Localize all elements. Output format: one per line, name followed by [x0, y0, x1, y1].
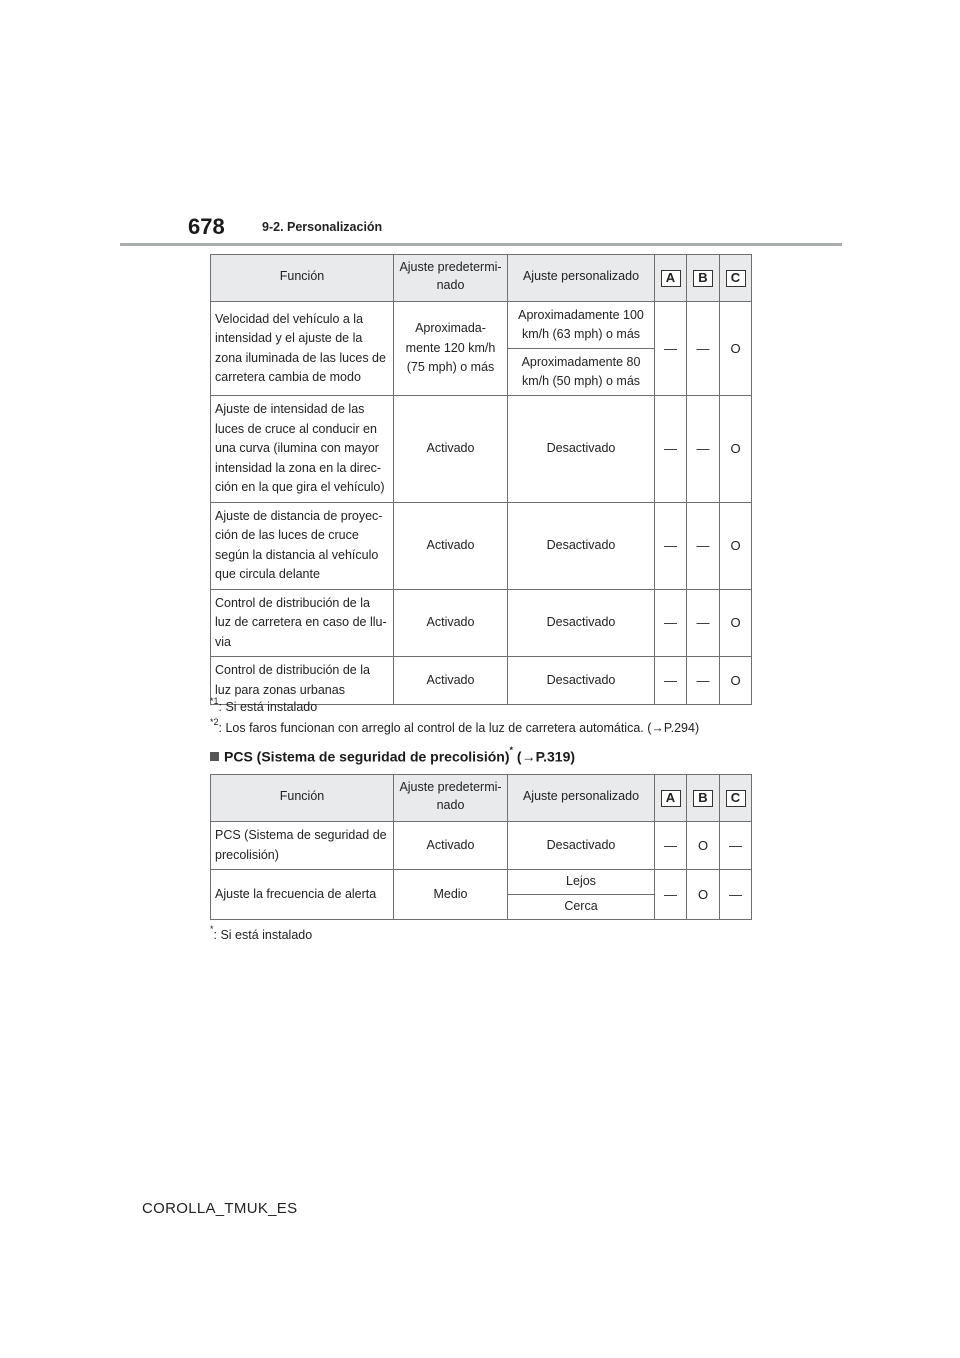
row-mark-a: —: [655, 589, 687, 657]
row-mark-c: —: [720, 822, 752, 870]
row-mark-a: —: [655, 822, 687, 870]
header-function: Función: [211, 255, 394, 302]
row-mark-b: —: [687, 302, 720, 396]
row-mark-c: O: [720, 396, 752, 503]
footnote-text: : Si está instalado: [218, 700, 318, 715]
header-col-b: [687, 775, 720, 822]
footnote-mark: *1: [210, 696, 219, 706]
table-row: [211, 822, 752, 870]
row-default: Aproximada- mente 120 km/h (75 mph) o más: [394, 302, 508, 396]
row-custom-option: Lejos: [508, 870, 655, 895]
header-default: Ajuste predetermi- nado: [394, 775, 508, 822]
row-mark-b: —: [687, 396, 720, 503]
row-mark-b: —: [687, 589, 720, 657]
row-function: Velocidad del vehículo a la intensidad y el ajuste de la zona iluminada de las luces de carretera cambia de modo: [211, 302, 394, 396]
settings-table-pcs: [210, 774, 752, 920]
row-default: Activado: [394, 396, 508, 503]
letter-b-badge: B: [693, 790, 713, 807]
table-row: [211, 396, 752, 503]
row-mark-c: —: [720, 870, 752, 920]
row-mark-a: —: [655, 396, 687, 503]
row-function: Control de distribución de la luz de carretera en caso de llu- via: [211, 589, 394, 657]
letter-c-badge: C: [726, 790, 746, 807]
row-function: Ajuste la frecuencia de alerta: [211, 870, 394, 920]
row-custom-option: Aproximadamente 80 km/h (50 mph) o más: [508, 349, 655, 396]
page-number: 678: [188, 214, 225, 239]
table-row: [211, 870, 752, 895]
row-custom-option: Aproximadamente 100 km/h (63 mph) o más: [508, 302, 655, 349]
row-mark-b: O: [687, 870, 720, 920]
row-mark-b: O: [687, 822, 720, 870]
row-mark-a: —: [655, 657, 687, 705]
row-function: Control de distribución de la luz para zonas urbanas: [211, 657, 394, 705]
row-mark-c: O: [720, 589, 752, 657]
square-bullet-icon: [210, 752, 219, 761]
table-row: [211, 502, 752, 589]
table-row: [211, 589, 752, 657]
letter-a-badge: A: [661, 790, 681, 807]
header-col-c: [720, 255, 752, 302]
pcs-title: PCS (Sistema de seguridad de precolisión): [224, 748, 510, 765]
footnote-text: : Si está instalado: [213, 928, 313, 943]
row-default: Activado: [394, 502, 508, 589]
row-default: Activado: [394, 822, 508, 870]
row-mark-c: O: [720, 302, 752, 396]
footnote-pcs: [210, 926, 312, 942]
footnote-text: : Los faros funcionan con arreglo al control de la luz de carretera automática. (→P.294): [218, 721, 700, 736]
row-function: Ajuste de intensidad de las luces de cruce al conducir en una curva (ilumina con mayor intensidad la zona en la direc- ción en la que gira el vehículo): [211, 396, 394, 503]
header-col-a: [655, 255, 687, 302]
row-function: Ajuste de distancia de proyec- ción de las luces de cruce según la distancia al vehículo que circula delante: [211, 502, 394, 589]
row-mark-b: —: [687, 502, 720, 589]
table-header-row: [211, 775, 752, 822]
letter-b-badge: B: [693, 270, 713, 287]
row-custom-option: Cerca: [508, 895, 655, 920]
footnote-2: [210, 719, 699, 735]
row-custom: Desactivado: [508, 589, 655, 657]
header-col-b: [687, 255, 720, 302]
row-default: Medio: [394, 870, 508, 920]
pcs-page-ref[interactable]: (→P.319): [513, 748, 576, 765]
row-mark-a: —: [655, 870, 687, 920]
letter-a-badge: A: [661, 270, 681, 287]
header-custom: Ajuste personalizado: [508, 255, 655, 302]
table-header-row: [211, 255, 752, 302]
row-default: Activado: [394, 657, 508, 705]
pcs-section-heading: [210, 745, 576, 765]
section-title: 9-2. Personalización: [262, 220, 383, 234]
row-mark-b: —: [687, 657, 720, 705]
header-col-a: [655, 775, 687, 822]
header-rule: [120, 243, 842, 246]
row-mark-c: O: [720, 502, 752, 589]
row-custom: Desactivado: [508, 502, 655, 589]
row-default: Activado: [394, 589, 508, 657]
letter-c-badge: C: [726, 270, 746, 287]
row-custom: Desactivado: [508, 822, 655, 870]
row-mark-a: —: [655, 502, 687, 589]
header-function: Función: [211, 775, 394, 822]
pcs-mark: *: [509, 745, 514, 755]
row-custom: Desactivado: [508, 657, 655, 705]
header-default: Ajuste predetermi- nado: [394, 255, 508, 302]
settings-table-lights: [210, 254, 752, 705]
document-code: COROLLA_TMUK_ES: [142, 1200, 298, 1217]
footnote-mark: *2: [210, 717, 219, 727]
table-row: [211, 302, 752, 349]
header-col-c: [720, 775, 752, 822]
row-function: PCS (Sistema de seguridad de precolisión): [211, 822, 394, 870]
footnote-1: [210, 698, 317, 714]
row-mark-c: O: [720, 657, 752, 705]
header-custom: Ajuste personalizado: [508, 775, 655, 822]
row-custom: Desactivado: [508, 396, 655, 503]
footnote-mark: *: [210, 924, 214, 934]
row-mark-a: —: [655, 302, 687, 396]
